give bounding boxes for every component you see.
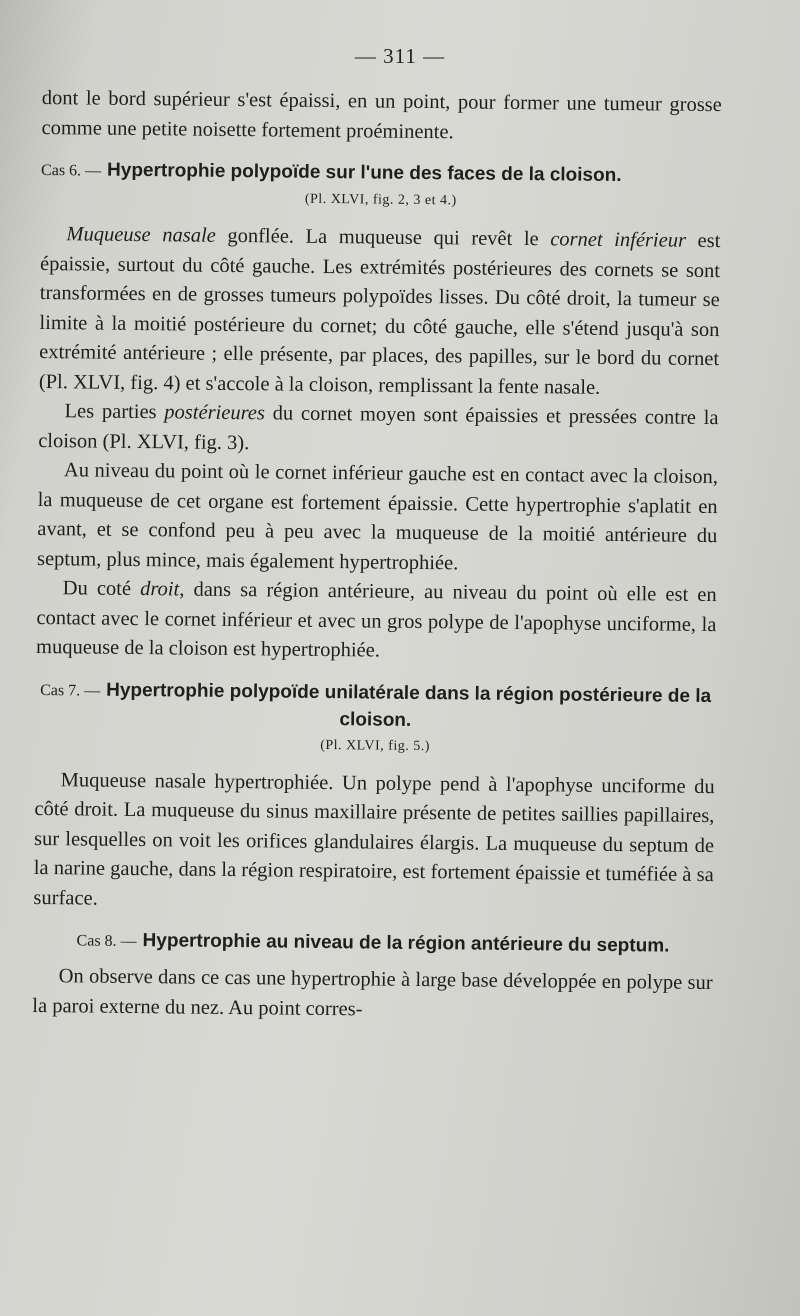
- case-6-p4-italic: droit: [140, 578, 180, 601]
- case-6-title: Hypertrophie polypoïde sur l'une des faces de la cloison.: [106, 159, 622, 187]
- page-body: [32, 84, 722, 1028]
- case-6-paragraph-2: [38, 397, 719, 463]
- case-6-p1-italic-mid: cornet inférieur: [550, 228, 687, 252]
- case-6-p1-italic-start: Muqueuse nasale: [66, 223, 216, 247]
- case-7-paragraph-1: Muqueuse nasale hypertrophiée. Un polype pend à l'apophyse unciforme du côté droit. La muqueuse du sinus maxillaire présente de petites saillies papillaires, sur lesquelles on voit les orifices glandulaires élargis. La muqueuse du septum de la narine gauche, dans la région respiratoire, est fortement épaissie et tuméfiée à sa surface.: [33, 768, 715, 910]
- case-6-plate-reference: (Pl. XLVI, fig. 2, 3 et 4.): [304, 191, 457, 209]
- case-6-p2-part1: Les parties: [64, 400, 165, 424]
- case-7-heading: [35, 676, 716, 736]
- case-7-plate-reference: (Pl. XLVI, fig. 5.): [320, 737, 431, 754]
- case-6-paragraph-4: [36, 574, 717, 670]
- case-6-heading: [41, 157, 721, 191]
- case-6-p4-part1: Du coté: [62, 577, 141, 601]
- case-6-p2-italic: postérieures: [164, 401, 266, 425]
- case-7-label: Cas 7. —: [40, 681, 101, 700]
- case-6-paragraph-1: [39, 220, 721, 404]
- case-8-title: Hypertrophie au niveau de la région antérieure du septum.: [142, 930, 670, 957]
- case-8-label: Cas 8. —: [76, 932, 137, 951]
- case-6-paragraph-3: Au niveau du point où le cornet inférieur gauche est en contact avec la cloison, la muqueuse de cet organe est fortement épaissie. Cette hypertrophie s'aplatit en avant, et se confond peu à peu avec la muqueuse de la moitié antérieure du septum, plus mince, mais également hypertrophiée.: [36, 459, 719, 574]
- case-6-label: Cas 6. —: [41, 161, 102, 180]
- case-6-p2-part2: du cornet moyen sont épaissies et pressées contre la cloison (Pl. XLVI, fig. 3).: [38, 402, 719, 454]
- case-6-p1-part2: est épaissie, surtout du côté gauche. Les extrémités postérieures des cornets se sont transformées en de grosses tumeurs polypoïdes lisses. Du côté droit, la tumeur se limite à la moitié postérieure du cornet; du côté gauche, elle s'étend jusqu'à son extrémité antérieure ; elle présente, par places, des papilles, sur le bord du cornet (Pl. XLVI, fig. 4) et s'accole à la cloison, remplissant la fente nasale.: [38, 229, 721, 399]
- case-7-title: Hypertrophie polypoïde unilatérale dans la région postérieure de la cloison.: [106, 679, 712, 731]
- case-8-paragraph-1: On observe dans ce cas une hypertrophie à large base développée en polype sur la paroi externe du nez. Au point corres-: [32, 965, 713, 1020]
- case-6-p1-part1: gonflée. La muqueuse qui revêt le: [215, 224, 551, 251]
- case-6-p4-part2: , dans sa région antérieure, au niveau du point où elle est en contact avec le cornet inférieur et avec un gros polype de l'apophyse unciforme, la muqueuse de la cloison est hypertrophiée.: [35, 578, 717, 662]
- opening-paragraph: dont le bord supérieur s'est épaissi, en un point, pour former une tumeur grosse comme une petite noisette fortement proéminente.: [41, 86, 722, 143]
- page-number: — 311 —: [354, 44, 446, 68]
